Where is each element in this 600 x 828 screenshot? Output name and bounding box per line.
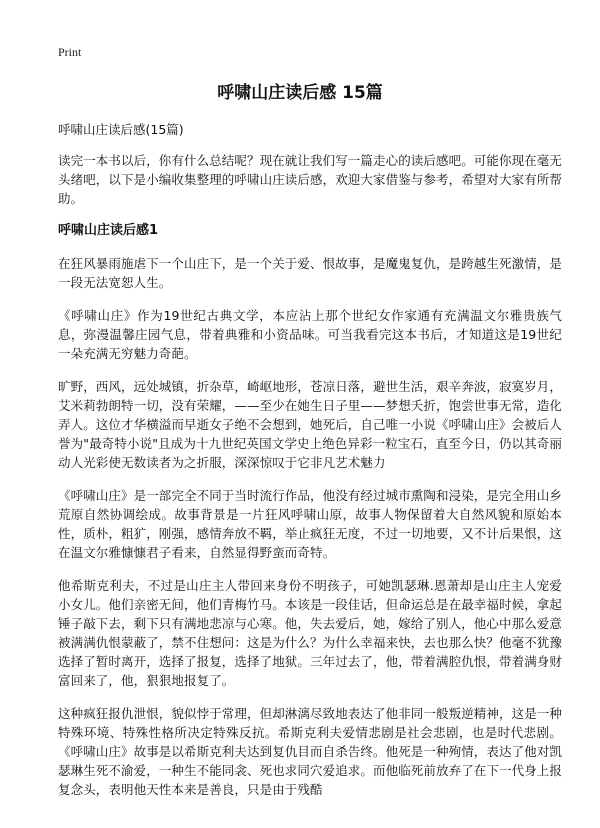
body-paragraph-2: 《呼啸山庄》作为19世纪古典文学，本应沾上那个世纪女作家通有充满温文尔雅贵族气息，弥漫温馨庄园气息，带着典雅和小资品味。可当我看完这本书后，才知道这是19世纪一朵充满无穷魅力奇葩。 bbox=[58, 308, 562, 361]
print-link[interactable]: Print bbox=[58, 45, 82, 59]
body-paragraph-5: 他希斯克利夫，不过是山庄主人带回来身份不明孩子，可她凯瑟琳.恩萧却是山庄主人宠爱小女儿。他们亲密无间，他们青梅竹马。本该是一段佳话，但命运总是在最幸福时候，拿起锤子敲下去，剩下只有满地悲凉与心寒。他，失去爱后，她，嫁给了别人，他心中那么爱意被满满仇恨蒙蔽了，禁不住想问：这是为什么？为什么幸福来快，去也那么快？他毫不犹豫选择了暂时离开，选择了报复，选择了地狱。三年过去了，他，带着满腔仇恨，带着满身财富回来了，他，狠狠地报复了。 bbox=[58, 578, 563, 688]
body-paragraph-4: 《呼啸山庄》是一部完全不同于当时流行作品，他没有经过城市熏陶和浸染，是完全用山乡荒原自然协调绘成。故事背景是一片狂风呼啸山原，故事人物保留着大自然风貌和原始本性，质朴，粗犷，刚强，感情奔放不羁，举止疯狂无度，不过一切地要，又不计后果恨，这在温文尔雅慷慷君子看来，自然显得野蛮而奇特。 bbox=[58, 488, 563, 560]
document-subtitle: 呼啸山庄读后感(15篇) bbox=[58, 122, 184, 137]
intro-paragraph: 读完一本书以后，你有什么总结呢？现在就让我们写一篇走心的读后感吧。可能你现在毫无头绪吧，以下是小编收集整理的呼啸山庄读后感，欢迎大家借鉴与参考，希望对大家有所帮助。 bbox=[58, 153, 563, 206]
document-title: 呼啸山庄读后感 15篇 bbox=[217, 83, 383, 103]
body-paragraph-1: 在狂风暴雨施虐下一个山庄下，是一个关于爱、恨故事，是魔鬼复仇，是跨越生死激情，是一段无法宽恕人生。 bbox=[58, 256, 563, 290]
document-body bbox=[58, 121, 562, 813]
body-paragraph-6: 这种疯狂报仇泄恨，貌似悖于常理，但却淋漓尽致地表达了他非同一般叛逆精神，这是一种特殊环境、特殊性格所决定特殊反抗。希斯克利夫爱情悲剧是社会悲剧，也是时代悲剧。《呼啸山庄》故事是以希斯克利夫达到复仇目而自杀告终。他死是一种殉情，表达了他对凯瑟琳生死不渝爱，一种生不能同衾、死也求同穴爱追求。而他临死前放弃了在下一代身上报复念头，表明他天性本来是善良，只是由于残酷 bbox=[58, 706, 563, 797]
section-heading: 呼啸山庄读后感1 bbox=[58, 223, 159, 238]
body-paragraph-3: 旷野，西风，远处城镇，折杂草，崎岖地形，苍凉日落，避世生活，艰辛奔波，寂寞岁月，艾米莉勃朗特一切，没有荣耀，——至少在她生日子里——梦想夭折，饱尝世事无常，造化弄人。这位才华横溢而早逝女子绝不会想到，她死后，自己唯一小说《呼啸山庄》会被后人誉为"最奇特小说"且成为十九世纪英国文学史上绝色异彩一粒宝石，直至今日，仍以其奇丽动人光彩使无数读者为之折服，深深惊叹于它非凡艺术魅力 bbox=[58, 379, 563, 470]
